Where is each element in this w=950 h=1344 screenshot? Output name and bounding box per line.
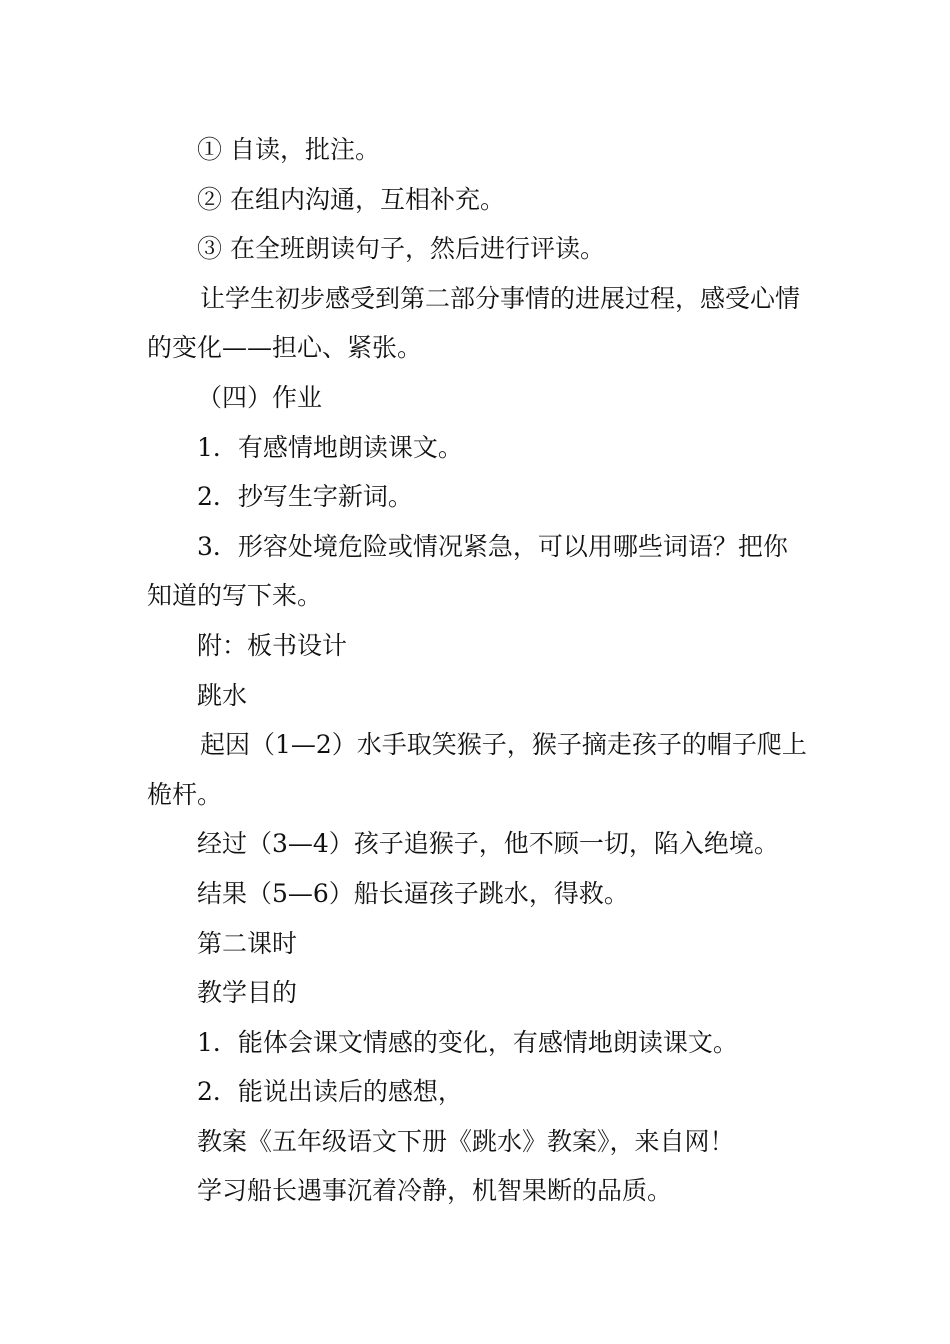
objective-item-2: 2．能说出读后的感想， <box>197 1077 463 1107</box>
paragraph-purpose: 让学生初步感受到第二部分事情的进展过程，感受心情的变化——担心、紧张。 <box>147 283 801 363</box>
source-note: 教案《五年级语文下册《跳水》教案》，来自网！ <box>197 1126 735 1156</box>
board-result: 结果（5—6）船长逼孩子跳水，得救。 <box>197 878 629 908</box>
board-cause: 起因（1—2）水手取笑猴子，猴子摘走孩子的帽子爬上桅杆。 <box>147 730 807 809</box>
teaching-objectives-heading: 教学目的 <box>197 978 298 1008</box>
homework-item-3: 3．形容处境危险或情况紧急，可以用哪些词语？把你知道的写下来。 <box>147 531 788 611</box>
homework-item-1: 1．有感情地朗读课文。 <box>197 432 463 462</box>
objective-item-3: 学习船长遇事沉着冷静，机智果断的品质。 <box>197 1176 673 1206</box>
paragraph-step-3: ③ 在全班朗读句子，然后进行评读。 <box>197 234 605 264</box>
objective-item-1: 1．能体会课文情感的变化，有感情地朗读课文。 <box>197 1027 738 1057</box>
lesson-two-heading: 第二课时 <box>197 928 298 958</box>
board-design-heading: 附：板书设计 <box>197 630 348 660</box>
section-heading-homework: （四）作业 <box>197 382 323 412</box>
board-title: 跳水 <box>197 680 248 710</box>
homework-item-2: 2．抄写生字新词。 <box>197 482 413 512</box>
board-process: 经过（3—4）孩子追猴子，他不顾一切，陷入绝境。 <box>197 829 779 859</box>
document-body <box>147 125 811 1216</box>
paragraph-step-2: ② 在组内沟通，互相补充。 <box>197 184 505 214</box>
paragraph-step-1: ① 自读，批注。 <box>197 135 380 164</box>
